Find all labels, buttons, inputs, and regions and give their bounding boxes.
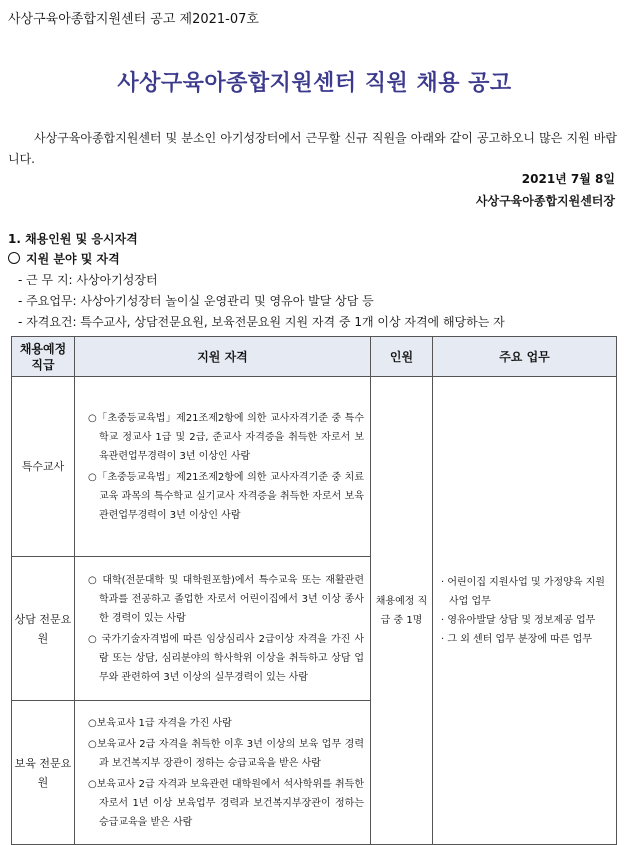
table-header-row: [12, 337, 617, 377]
qualifications-cell: [75, 377, 371, 557]
subsection-heading: [8, 250, 120, 267]
qualification-item: ○보육교사 2급 자격을 취득한 이후 3년 이상의 보육 업무 경력과 보건복지부 장관이 정하는 승급교육을 받은 사람: [88, 738, 364, 769]
position-childcare-specialist: 보육 전문요원: [12, 701, 75, 845]
position-special-teacher: 특수교사: [12, 377, 75, 557]
qualifications-cell: [75, 701, 371, 845]
detail-requirements: - 자격요건: 특수교사, 상담전문요원, 보육전문요원 지원 자격 중 1개 이상 자격에 해당하는 자: [18, 315, 505, 329]
header-position: 채용예정 직급: [12, 337, 75, 377]
duty-item: · 그 외 센터 업무 분장에 따른 업무: [441, 633, 593, 645]
qualification-item: ○보육교사 1급 자격을 가진 사람: [88, 717, 232, 729]
header-duties: 주요 업무: [433, 337, 617, 377]
qualification-item: ○ 국가기술자격법에 따른 임상심리사 2급이상 자격을 가진 사람 또는 상담, 심리분야의 학사학위 이상을 취득하고 상담 업무와 관련하여 3년 이상의 실무경력이 있는 사람: [88, 633, 364, 683]
notice-number: 사상구육아종합지원센터 공고 제2021-07호: [8, 12, 259, 27]
circle-bullet-icon: [8, 252, 20, 264]
subsection-heading-text: 지원 분야 및 자격: [26, 252, 120, 266]
section-heading: 1. 채용인원 및 응시자격: [8, 232, 138, 246]
qualification-item: ○「초중등교육법」제21조제2항에 의한 교사자격기준 중 특수학교 정교사 1급 및 2급, 준교사 자격증을 취득한 자로서 보육관련업무경력이 3년 이상인 사람: [88, 412, 364, 462]
position-counselor: 상담 전문요원: [12, 557, 75, 701]
headcount-cell: 채용예정 직급 중 1명: [371, 377, 433, 845]
notice-date: 2021년 7월 8일: [521, 172, 615, 186]
intro-paragraph: 사상구육아종합지원센터 및 분소인 아기성장터에서 근무할 신규 직원을 아래와 같이 공고하오니 많은 지원 바랍니다.: [8, 131, 617, 166]
header-qualifications: 지원 자격: [75, 337, 371, 377]
duty-item: · 영유아발달 상담 및 정보제공 업무: [441, 614, 596, 626]
detail-location: - 근 무 지: 사상아기성장터: [18, 273, 158, 287]
table-row: [12, 377, 617, 557]
qualification-item: ○「초중등교육법」제21조제2항에 의한 교사자격기준 중 치료교육 과목의 특수학교 실기교사 자격증을 취득한 자로서 보육관련업무경력이 3년 이상인 사람: [88, 471, 364, 521]
qualification-item: ○보육교사 2급 자격과 보육관련 대학원에서 석사학위를 취득한 자로서 1년 이상 보육업무 경력과 보건복지부장관이 정하는 승급교육을 받은 사람: [88, 778, 364, 828]
duty-item: · 어린이집 지원사업 및 가정양육 지원사업 업무: [441, 576, 605, 607]
qualifications-cell: [75, 557, 371, 701]
recruitment-table: [11, 336, 617, 845]
header-headcount: 인원: [371, 337, 433, 377]
section-details: [18, 270, 505, 333]
page-title: 사상구육아종합지원센터 직원 채용 공고: [117, 71, 512, 96]
issuer-name: 사상구육아종합지원센터장: [475, 194, 615, 208]
duties-cell: [433, 377, 617, 845]
detail-duties: - 주요업무: 사상아기성장터 놀이실 운영관리 및 영유아 발달 상담 등: [18, 294, 374, 308]
qualification-item: ○ 대학(전문대학 및 대학원포함)에서 특수교육 또는 재활관련학과를 전공하고 졸업한 자로서 어린이집에서 3년 이상 종사한 경력이 있는 사람: [88, 574, 364, 624]
